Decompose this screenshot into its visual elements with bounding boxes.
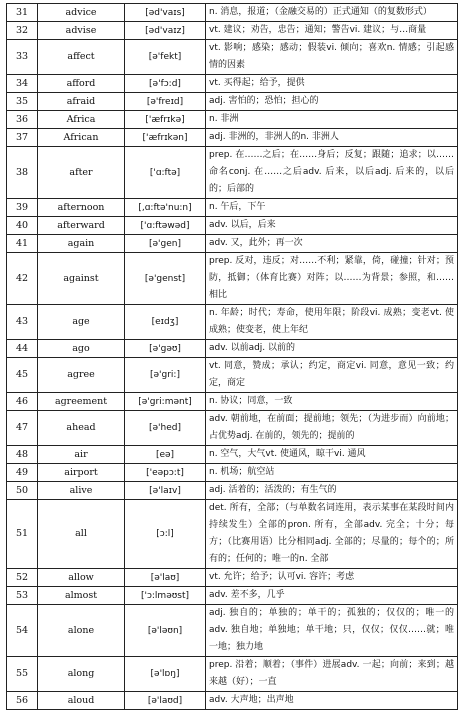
entry-definition: adv. 以前adj. 以前的	[206, 340, 458, 358]
table-row	[7, 605, 458, 657]
table-row	[7, 235, 458, 253]
entry-definition: n. 午后，下午	[206, 199, 458, 217]
entry-definition: adv. 朝前地，在前面；提前地；领先；（为进步而）向前地；占优势adj. 在前的，领先的；提前的	[206, 411, 458, 446]
entry-word: afford	[38, 75, 125, 93]
entry-phonetic: ['eəpɔ:t]	[125, 464, 206, 482]
entry-phonetic: [əd'vaɪz]	[125, 22, 206, 40]
entry-phonetic: [ə'lɒŋ]	[125, 657, 206, 692]
entry-definition: n. 消息，报道；（金融交易的）正式通知（的复数形式）	[206, 4, 458, 22]
entry-phonetic: [ə'laʊd]	[125, 692, 206, 710]
entry-definition: adj. 害怕的；恐怕；担心的	[206, 93, 458, 111]
entry-number: 49	[7, 464, 38, 482]
entry-phonetic: [eɪdʒ]	[125, 305, 206, 340]
entry-number: 35	[7, 93, 38, 111]
entry-number: 52	[7, 569, 38, 587]
entry-phonetic: [ə'gri:]	[125, 358, 206, 393]
entry-number: 45	[7, 358, 38, 393]
entry-definition: adj. 非洲的，非洲人的n. 非洲人	[206, 129, 458, 147]
entry-word: airport	[38, 464, 125, 482]
table-row	[7, 358, 458, 393]
table-row	[7, 657, 458, 692]
entry-definition: prep. 反对，违反；对……不利；紧靠，倚，碰撞；针对；预防，抵御；（体育比赛）对阵；以……为背景；参照，和……相比	[206, 253, 458, 305]
entry-number: 46	[7, 393, 38, 411]
entry-word: afraid	[38, 93, 125, 111]
entry-number: 56	[7, 692, 38, 710]
entry-phonetic: [ə'laʊ]	[125, 569, 206, 587]
entry-definition: adv. 差不多，几乎	[206, 587, 458, 605]
entry-word: along	[38, 657, 125, 692]
entry-phonetic: [,ɑ:ftə'nu:n]	[125, 199, 206, 217]
entry-number: 55	[7, 657, 38, 692]
entry-word: African	[38, 129, 125, 147]
entry-word: aloud	[38, 692, 125, 710]
table-row	[7, 692, 458, 710]
entry-definition: adj. 活着的；活泼的；有生气的	[206, 482, 458, 500]
entry-definition: n. 年龄；时代；寿命，使用年限；阶段vi. 成熟；变老vt. 使成熟；使变老，使上年纪	[206, 305, 458, 340]
entry-phonetic: [ə'fɔ:d]	[125, 75, 206, 93]
table-row	[7, 411, 458, 446]
entry-definition: vt. 影响；感染；感动；假装vi. 倾向；喜欢n. 情感；引起感情的因素	[206, 40, 458, 75]
entry-number: 41	[7, 235, 38, 253]
entry-number: 40	[7, 217, 38, 235]
entry-number: 50	[7, 482, 38, 500]
entry-number: 36	[7, 111, 38, 129]
table-row	[7, 4, 458, 22]
table-row	[7, 569, 458, 587]
entry-number: 34	[7, 75, 38, 93]
entry-phonetic: ['ɑ:ftə]	[125, 147, 206, 199]
table-row	[7, 253, 458, 305]
entry-word: again	[38, 235, 125, 253]
entry-definition: vt. 允许；给予；认可vi. 容许；考虑	[206, 569, 458, 587]
entry-word: all	[38, 500, 125, 569]
entry-number: 48	[7, 446, 38, 464]
table-row	[7, 393, 458, 411]
table-row	[7, 305, 458, 340]
table-row	[7, 587, 458, 605]
entry-definition: det. 所有，全部；（与单数名词连用，表示某事在某段时间内持续发生）全部的pron. 所有，全部adv. 完全；十分；每方；（比赛用语）比分相同adj. 全部的；尽量的；每个的；所有的；任何的；唯一的n. 全部	[206, 500, 458, 569]
table-row	[7, 482, 458, 500]
entry-phonetic: [ə'gəʊ]	[125, 340, 206, 358]
table-row	[7, 40, 458, 75]
table-row	[7, 22, 458, 40]
entry-number: 31	[7, 4, 38, 22]
table-row	[7, 340, 458, 358]
entry-word: age	[38, 305, 125, 340]
entry-word: alive	[38, 482, 125, 500]
entry-word: ahead	[38, 411, 125, 446]
entry-number: 32	[7, 22, 38, 40]
entry-number: 53	[7, 587, 38, 605]
entry-definition: adv. 以后，后来	[206, 217, 458, 235]
entry-definition: vt. 买得起；给予，提供	[206, 75, 458, 93]
entry-number: 38	[7, 147, 38, 199]
entry-word: affect	[38, 40, 125, 75]
vocabulary-table	[6, 3, 458, 710]
table-row	[7, 129, 458, 147]
entry-phonetic: [ɔ:l]	[125, 500, 206, 569]
entry-phonetic: [ə'gen]	[125, 235, 206, 253]
entry-phonetic: ['ɑ:ftəwəd]	[125, 217, 206, 235]
vocabulary-page	[6, 3, 458, 710]
entry-word: against	[38, 253, 125, 305]
table-row	[7, 199, 458, 217]
entry-word: almost	[38, 587, 125, 605]
entry-definition: vt. 建议；劝告，忠告；通知；警告vi. 建议；与…商量	[206, 22, 458, 40]
entry-phonetic: [ə'freɪd]	[125, 93, 206, 111]
entry-phonetic: ['æfrɪkən]	[125, 129, 206, 147]
entry-number: 54	[7, 605, 38, 657]
entry-word: Africa	[38, 111, 125, 129]
entry-definition: n. 非洲	[206, 111, 458, 129]
entry-phonetic: [ə'hed]	[125, 411, 206, 446]
entry-word: air	[38, 446, 125, 464]
entry-definition: adj. 独自的；单独的；单干的；孤独的；仅仅的；唯一的adv. 独自地；单独地；单干地；只，仅仅；仅仅……就；唯一地；独力地	[206, 605, 458, 657]
entry-phonetic: [ə'ləʊn]	[125, 605, 206, 657]
table-row	[7, 75, 458, 93]
table-row	[7, 147, 458, 199]
entry-definition: prep. 沿着；顺着；（事件）进展adv. 一起；向前；来到；越来越（好）；一直	[206, 657, 458, 692]
entry-number: 44	[7, 340, 38, 358]
entry-phonetic: [ə'laɪv]	[125, 482, 206, 500]
table-row	[7, 111, 458, 129]
entry-definition: vt. 同意，赞成；承认；约定，商定vi. 同意，意见一致；约定，商定	[206, 358, 458, 393]
entry-number: 37	[7, 129, 38, 147]
entry-phonetic: ['ɔ:lməʊst]	[125, 587, 206, 605]
table-row	[7, 446, 458, 464]
entry-definition: adv. 大声地；出声地	[206, 692, 458, 710]
entry-number: 39	[7, 199, 38, 217]
table-row	[7, 464, 458, 482]
entry-number: 33	[7, 40, 38, 75]
entry-word: advise	[38, 22, 125, 40]
entry-word: agreement	[38, 393, 125, 411]
entry-word: ago	[38, 340, 125, 358]
entry-word: alone	[38, 605, 125, 657]
entry-phonetic: [ə'genst]	[125, 253, 206, 305]
entry-number: 43	[7, 305, 38, 340]
table-row	[7, 217, 458, 235]
entry-definition: adv. 又，此外；再一次	[206, 235, 458, 253]
entry-word: after	[38, 147, 125, 199]
table-row	[7, 500, 458, 569]
entry-definition: n. 空气，大气vt. 使通风，晾干vi. 通风	[206, 446, 458, 464]
table-row	[7, 93, 458, 111]
entry-phonetic: [ə'gri:mənt]	[125, 393, 206, 411]
entry-word: allow	[38, 569, 125, 587]
entry-phonetic: ['æfrɪkə]	[125, 111, 206, 129]
entry-number: 47	[7, 411, 38, 446]
entry-phonetic: [ə'fekt]	[125, 40, 206, 75]
entry-definition: n. 机场；航空站	[206, 464, 458, 482]
entry-number: 51	[7, 500, 38, 569]
entry-phonetic: [eə]	[125, 446, 206, 464]
entry-definition: prep. 在……之后；在……身后；反复；跟随；追求；以……命名conj. 在……之后adv. 后来，以后adj. 后来的，以后的；后部的	[206, 147, 458, 199]
entry-word: advice	[38, 4, 125, 22]
entry-word: agree	[38, 358, 125, 393]
entry-number: 42	[7, 253, 38, 305]
entry-definition: n. 协议；同意，一致	[206, 393, 458, 411]
entry-word: afterward	[38, 217, 125, 235]
entry-phonetic: [əd'vaɪs]	[125, 4, 206, 22]
entry-word: afternoon	[38, 199, 125, 217]
